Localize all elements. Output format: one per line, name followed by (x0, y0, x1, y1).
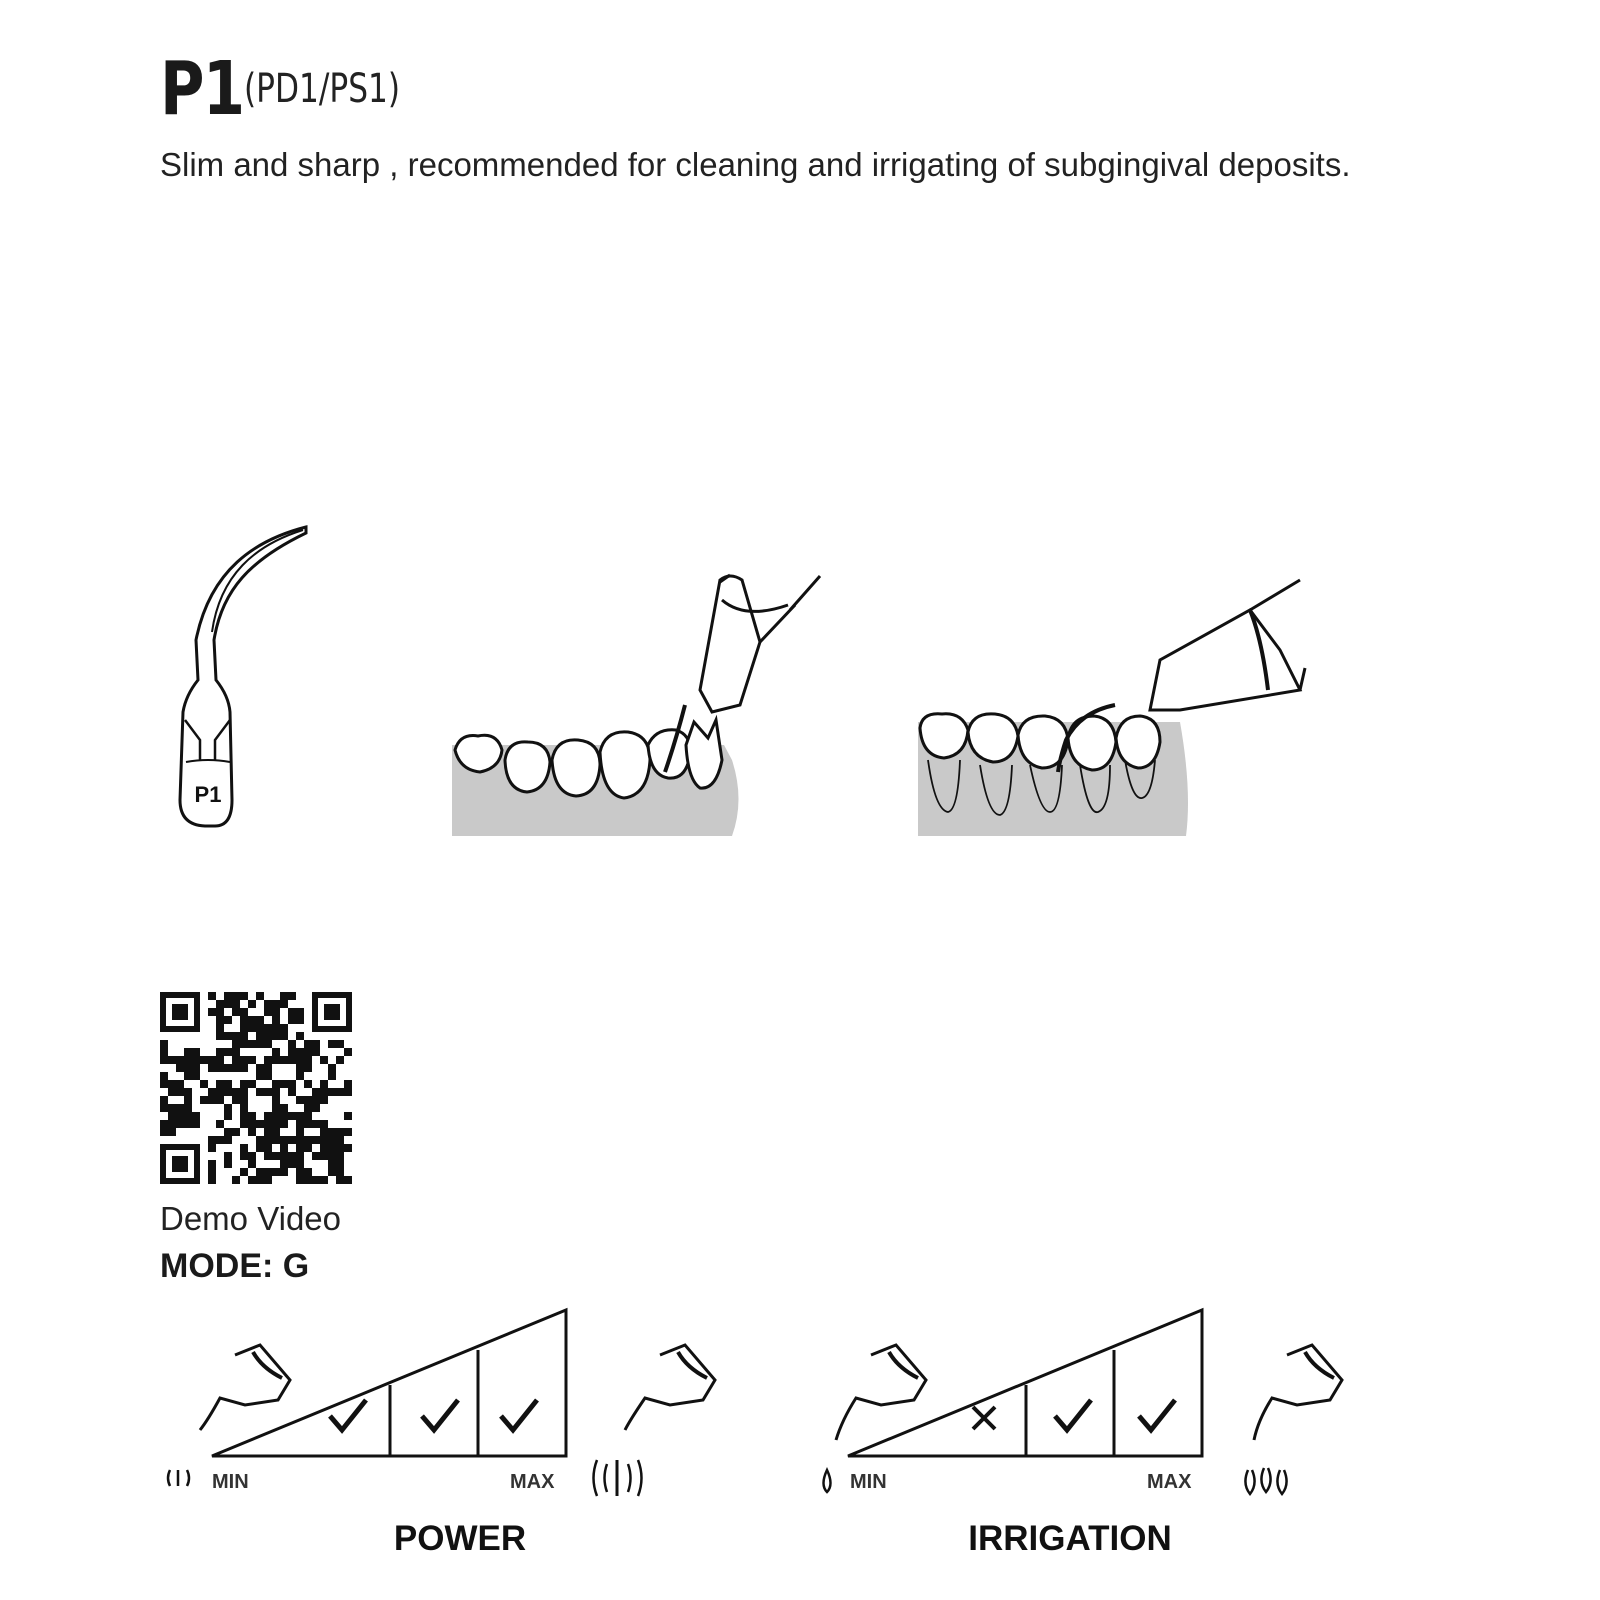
irrigation-title: IRRIGATION (968, 1519, 1172, 1558)
irrigation-level-3-check-icon (1139, 1400, 1175, 1430)
qr-label: Demo Video (160, 1200, 342, 1237)
product-variants: (PD1/PS1) (244, 66, 401, 112)
power-title: POWER (393, 1519, 527, 1558)
product-name: P1 (160, 46, 244, 132)
tip-label: P1 (194, 782, 222, 807)
mode-label: MODE: G (160, 1247, 310, 1285)
irrigation-min-label: MIN (850, 1471, 887, 1493)
irrigation-level-1-cross-icon (973, 1407, 995, 1429)
power-level-3-check-icon (501, 1400, 537, 1430)
irrigation-level-2-check-icon (1055, 1400, 1091, 1430)
power-level-2-check-icon (422, 1400, 458, 1430)
scaler-tip-illustration (180, 527, 306, 826)
power-max-label: MAX (510, 1471, 555, 1493)
gum-section-illustration (918, 580, 1305, 836)
irrigation-max-label: MAX (1147, 1471, 1192, 1493)
product-description: Slim and sharp , recommended for cleaning and irrigating of subgingival deposits. (160, 146, 1351, 183)
power-scale (168, 1310, 715, 1496)
irrigation-scale (824, 1310, 1343, 1494)
qr-code (160, 992, 352, 1184)
power-min-label: MIN (212, 1471, 249, 1493)
lateral-teeth-illustration (452, 575, 820, 836)
